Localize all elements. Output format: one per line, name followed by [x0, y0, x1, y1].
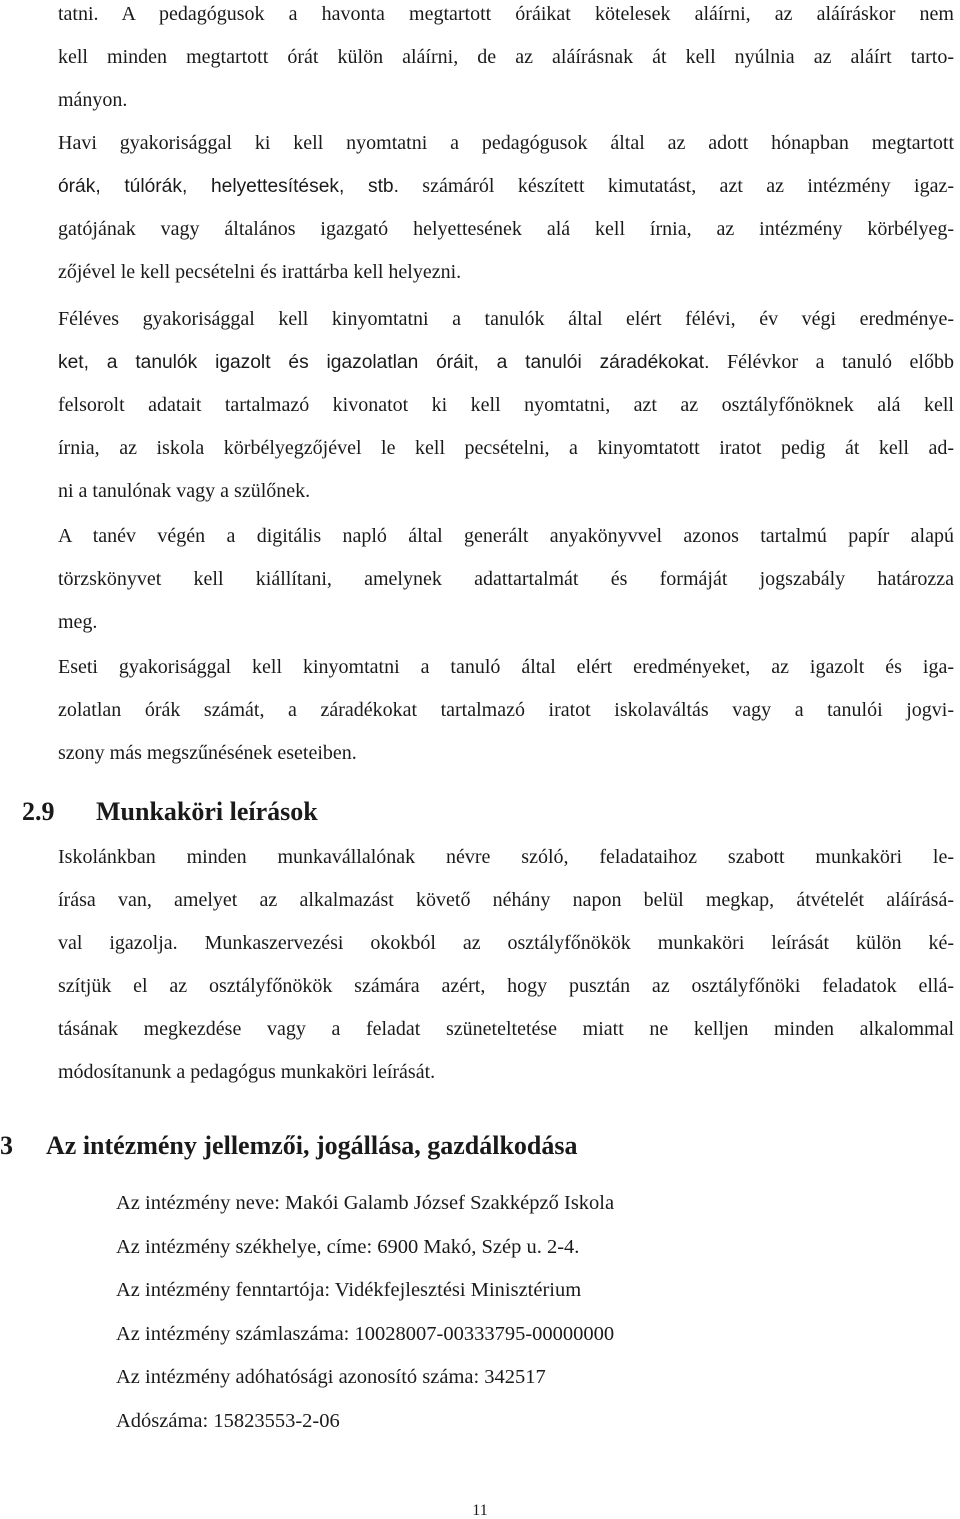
- paragraph-line: Féléves gyakorisággal kell kinyomtatni a tanulók által elért félévi, év végi eredménye-: [58, 308, 954, 330]
- paragraph-line: tatni. A pedagógusok a havonta megtartott óráikat kötelesek aláírni, az aláíráskor nem: [58, 3, 954, 25]
- info-line-maintainer: Az intézmény fenntartója: Vidékfejlesztési Minisztérium: [116, 1279, 582, 1301]
- chapter-title: Az intézmény jellemzői, jogállása, gazdálkodása: [46, 1131, 578, 1160]
- section-title: Munkaköri leírások: [96, 797, 318, 826]
- info-line-bank-account: Az intézmény számlaszáma: 10028007-00333795-00000000: [116, 1323, 615, 1345]
- paragraph-line: [58, 174, 954, 199]
- paragraph-line: A tanév végén a digitális napló által generált anyakönyvvel azonos tartalmú papír alapú: [58, 525, 954, 547]
- chapter-number: 3: [0, 1131, 13, 1160]
- paragraph-line: zolatlan órák számát, a záradékokat tartalmazó iratot iskolaváltás vagy a tanulói jogvi-: [58, 699, 954, 721]
- paragraph-line: Havi gyakorisággal ki kell nyomtatni a pedagógusok által az adott hónapban megtartott: [58, 132, 954, 154]
- info-line-address: Az intézmény székhelye, címe: 6900 Makó, Szép u. 2-4.: [116, 1236, 580, 1258]
- paragraph-line: kell minden megtartott órát külön aláírni, de az aláírásnak át kell nyúlnia az aláírt tarto-: [58, 46, 954, 68]
- paragraph-line: Iskolánkban minden munkavállalónak névre szóló, feladataihoz szabott munkaköri le-: [58, 846, 954, 868]
- paragraph-line: [58, 350, 954, 375]
- paragraph-line: írása van, amelyet az alkalmazást követő néhány napon belül megkap, átvételét aláírásá-: [58, 889, 954, 911]
- sans-text-run: ket, a tanulók igazolt és igazolatlan óráit, a tanulói záradékokat.: [58, 352, 710, 373]
- info-line-tax-id: Az intézmény adóhatósági azonosító száma: 342517: [116, 1366, 546, 1388]
- paragraph-line: módosítanunk a pedagógus munkaköri leírását.: [58, 1061, 436, 1083]
- paragraph-line: ni a tanulónak vagy a szülőnek.: [58, 480, 311, 502]
- paragraph-line: zőjével le kell pecsételni és irattárba kell helyezni.: [58, 261, 462, 283]
- page-number: 11: [472, 1502, 488, 1519]
- info-line-name: Az intézmény neve: Makói Galamb József Szakképző Iskola: [116, 1192, 615, 1214]
- paragraph-line: tásának megkezdése vagy a feladat szüneteltetése miatt ne kelljen minden alkalommal: [58, 1018, 954, 1040]
- paragraph-line: törzskönyvet kell kiállítani, amelynek adattartalmát és formáját jogszabály határozza: [58, 568, 954, 590]
- paragraph-line: felsorolt adatait tartalmazó kivonatot ki kell nyomtatni, azt az osztályfőnöknek alá kell: [58, 394, 954, 416]
- paragraph-line: gatójának vagy általános igazgató helyettesének alá kell írnia, az intézmény körbélyeg-: [58, 218, 954, 240]
- paragraph-line: mányon.: [58, 89, 128, 111]
- text-run: számáról készített kimutatást, azt az intézmény igaz-: [398, 175, 955, 197]
- text-run: Félévkor a tanuló előbb: [709, 351, 954, 373]
- info-line-tax-number: Adószáma: 15823553-2-06: [116, 1410, 340, 1432]
- section-number: 2.9: [22, 797, 55, 826]
- paragraph-line: írnia, az iskola körbélyegzőjével le kell pecsételni, a kinyomtatott iratot pedig át kell ad-: [58, 437, 954, 459]
- paragraph-line: val igazolja. Munkaszervezési okokból az osztályfőnökök munkaköri leírását külön ké-: [58, 932, 954, 954]
- paragraph-line: Eseti gyakorisággal kell kinyomtatni a tanuló által elért eredményeket, az igazolt és iga-: [58, 656, 954, 678]
- paragraph-line: szony más megszűnésének eseteiben.: [58, 742, 357, 764]
- paragraph-line: szítjük el az osztályfőnökök számára azért, hogy pusztán az osztályfőnöki feladatok ellá-: [58, 975, 954, 997]
- paragraph-line: meg.: [58, 611, 98, 633]
- sans-text-run: órák, túlórák, helyettesítések, stb.: [58, 176, 399, 197]
